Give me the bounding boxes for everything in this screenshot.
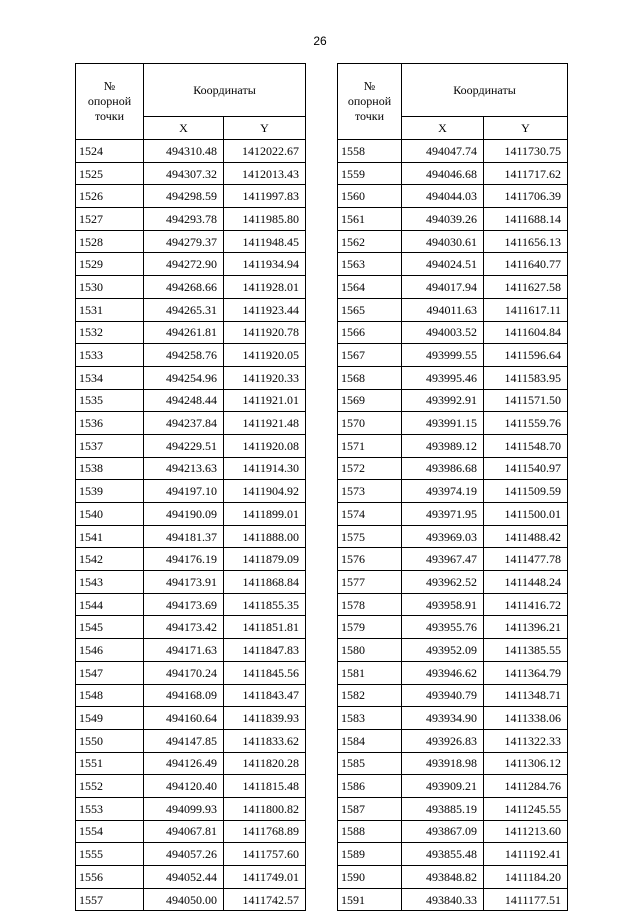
- table-row: [338, 593, 568, 616]
- point-number-cell: 1557: [76, 888, 144, 911]
- table-row: [76, 888, 306, 911]
- x-coordinate-cell: 493991.15: [402, 412, 484, 435]
- y-coordinate-cell: 1411571.50: [484, 389, 568, 412]
- x-coordinate-cell: 493971.95: [402, 503, 484, 526]
- x-coordinate-cell: 493952.09: [402, 639, 484, 662]
- x-coordinate-cell: 494298.59: [144, 185, 224, 208]
- y-coordinate-cell: 1411820.28: [224, 752, 306, 775]
- point-number-cell: 1556: [76, 866, 144, 889]
- point-number-cell: 1562: [338, 230, 402, 253]
- table-row: [76, 820, 306, 843]
- point-number-cell: 1560: [338, 185, 402, 208]
- point-number-cell: 1536: [76, 412, 144, 435]
- x-coordinate-cell: 493946.62: [402, 661, 484, 684]
- point-number-cell: 1569: [338, 389, 402, 412]
- y-coordinate-cell: 1411888.00: [224, 525, 306, 548]
- table-row: [76, 298, 306, 321]
- point-number-cell: 1589: [338, 843, 402, 866]
- table-row: [76, 775, 306, 798]
- point-number-cell: 1559: [338, 162, 402, 185]
- x-coordinate-cell: 494067.81: [144, 820, 224, 843]
- point-number-cell: 1586: [338, 775, 402, 798]
- x-coordinate-cell: 494173.42: [144, 616, 224, 639]
- y-coordinate-cell: 1411845.56: [224, 661, 306, 684]
- point-number-cell: 1576: [338, 548, 402, 571]
- point-number-header-line: №: [363, 79, 376, 93]
- table-row: [338, 548, 568, 571]
- table-row: [338, 480, 568, 503]
- x-coordinate-cell: 493962.52: [402, 571, 484, 594]
- table-row: [338, 866, 568, 889]
- x-coordinate-cell: 494181.37: [144, 525, 224, 548]
- table-row: [76, 230, 306, 253]
- table-row: [338, 616, 568, 639]
- table-row: [338, 888, 568, 911]
- table-row: [76, 797, 306, 820]
- x-coordinate-cell: 493885.19: [402, 797, 484, 820]
- x-coordinate-cell: 494310.48: [144, 140, 224, 163]
- table-row: [338, 639, 568, 662]
- table-row: [338, 797, 568, 820]
- point-number-cell: 1539: [76, 480, 144, 503]
- x-coordinate-cell: 494272.90: [144, 253, 224, 276]
- point-number-cell: 1524: [76, 140, 144, 163]
- x-coordinate-cell: 494258.76: [144, 344, 224, 367]
- point-number-cell: 1555: [76, 843, 144, 866]
- table-row: [76, 208, 306, 231]
- y-coordinate-cell: 1411617.11: [484, 298, 568, 321]
- table-row: [338, 707, 568, 730]
- point-number-cell: 1543: [76, 571, 144, 594]
- y-coordinate-cell: 1411706.39: [484, 185, 568, 208]
- coordinates-table-right: [337, 63, 568, 911]
- point-number-header-line: точки: [354, 109, 385, 123]
- coordinates-header: Координаты: [402, 64, 568, 117]
- y-coordinate-cell: 1411477.78: [484, 548, 568, 571]
- y-coordinate-cell: 1411923.44: [224, 298, 306, 321]
- x-coordinate-cell: 493867.09: [402, 820, 484, 843]
- table-row: [338, 434, 568, 457]
- y-coordinate-cell: 1411396.21: [484, 616, 568, 639]
- x-coordinate-cell: 493840.33: [402, 888, 484, 911]
- x-coordinate-cell: 494160.64: [144, 707, 224, 730]
- coordinates-table-body: [338, 140, 568, 911]
- x-coordinate-cell: 494173.91: [144, 571, 224, 594]
- point-number-cell: 1533: [76, 344, 144, 367]
- y-coordinate-cell: 1411540.97: [484, 457, 568, 480]
- table-row: [338, 661, 568, 684]
- y-coordinate-cell: 1411921.01: [224, 389, 306, 412]
- x-coordinate-cell: 494039.26: [402, 208, 484, 231]
- y-coordinate-cell: 1411948.45: [224, 230, 306, 253]
- point-number-cell: 1584: [338, 729, 402, 752]
- point-number-cell: 1558: [338, 140, 402, 163]
- point-number-cell: 1532: [76, 321, 144, 344]
- table-row: [76, 162, 306, 185]
- x-coordinate-cell: 494173.69: [144, 593, 224, 616]
- table-row: [76, 729, 306, 752]
- y-column-header: Y: [484, 117, 568, 140]
- x-coordinate-cell: 494168.09: [144, 684, 224, 707]
- y-coordinate-cell: 1411364.79: [484, 661, 568, 684]
- x-coordinate-cell: 494248.44: [144, 389, 224, 412]
- table-row: [338, 525, 568, 548]
- x-column-header: X: [402, 117, 484, 140]
- point-number-cell: 1566: [338, 321, 402, 344]
- y-coordinate-cell: 1411500.01: [484, 503, 568, 526]
- y-coordinate-cell: 1411548.70: [484, 434, 568, 457]
- y-coordinate-cell: 1411583.95: [484, 366, 568, 389]
- table-row: [338, 162, 568, 185]
- x-coordinate-cell: 494176.19: [144, 548, 224, 571]
- x-coordinate-cell: 493992.91: [402, 389, 484, 412]
- y-coordinate-cell: 1411322.33: [484, 729, 568, 752]
- point-number-cell: 1564: [338, 276, 402, 299]
- table-row: [338, 253, 568, 276]
- point-number-cell: 1565: [338, 298, 402, 321]
- y-coordinate-cell: 1411815.48: [224, 775, 306, 798]
- point-number-cell: 1588: [338, 820, 402, 843]
- y-coordinate-cell: 1411920.05: [224, 344, 306, 367]
- point-number-cell: 1554: [76, 820, 144, 843]
- point-number-cell: 1583: [338, 707, 402, 730]
- point-number-cell: 1577: [338, 571, 402, 594]
- y-coordinate-cell: 1411920.08: [224, 434, 306, 457]
- table-row: [338, 457, 568, 480]
- x-coordinate-cell: 494170.24: [144, 661, 224, 684]
- y-coordinate-cell: 1411192.41: [484, 843, 568, 866]
- point-number-header: [338, 64, 402, 140]
- y-coordinate-cell: 1411904.92: [224, 480, 306, 503]
- x-coordinate-cell: 493848.82: [402, 866, 484, 889]
- table-row: [76, 548, 306, 571]
- table-row: [76, 684, 306, 707]
- x-coordinate-cell: 494197.10: [144, 480, 224, 503]
- table-row: [338, 366, 568, 389]
- point-number-cell: 1535: [76, 389, 144, 412]
- table-row: [76, 843, 306, 866]
- x-column-header: X: [144, 117, 224, 140]
- table-row: [76, 185, 306, 208]
- table-row: [338, 684, 568, 707]
- table-row: [76, 434, 306, 457]
- y-coordinate-cell: 1411997.83: [224, 185, 306, 208]
- coordinates-table-left: [75, 63, 306, 911]
- point-number-cell: 1570: [338, 412, 402, 435]
- y-coordinate-cell: 1411742.57: [224, 888, 306, 911]
- table-row: [76, 639, 306, 662]
- y-coordinate-cell: 1411509.59: [484, 480, 568, 503]
- point-number-cell: 1534: [76, 366, 144, 389]
- y-coordinate-cell: 1411717.62: [484, 162, 568, 185]
- point-number-cell: 1552: [76, 775, 144, 798]
- y-coordinate-cell: 1411899.01: [224, 503, 306, 526]
- x-coordinate-cell: 494044.03: [402, 185, 484, 208]
- point-number-header-line: точки: [94, 109, 125, 123]
- x-coordinate-cell: 494120.40: [144, 775, 224, 798]
- y-coordinate-cell: 1411768.89: [224, 820, 306, 843]
- point-number-cell: 1574: [338, 503, 402, 526]
- y-coordinate-cell: 1411879.09: [224, 548, 306, 571]
- y-coordinate-cell: 1411284.76: [484, 775, 568, 798]
- x-coordinate-cell: 493940.79: [402, 684, 484, 707]
- y-coordinate-cell: 1411833.62: [224, 729, 306, 752]
- coordinates-table-body: [76, 140, 306, 911]
- table-row: [76, 593, 306, 616]
- x-coordinate-cell: 493855.48: [402, 843, 484, 866]
- x-coordinate-cell: 493974.19: [402, 480, 484, 503]
- table-row: [338, 208, 568, 231]
- table-row: [76, 276, 306, 299]
- x-coordinate-cell: 494268.66: [144, 276, 224, 299]
- table-row: [76, 661, 306, 684]
- y-coordinate-cell: 1411488.42: [484, 525, 568, 548]
- x-coordinate-cell: 494265.31: [144, 298, 224, 321]
- table-row: [76, 253, 306, 276]
- table-row: [76, 752, 306, 775]
- point-number-cell: 1578: [338, 593, 402, 616]
- y-coordinate-cell: 1411928.01: [224, 276, 306, 299]
- x-coordinate-cell: 493986.68: [402, 457, 484, 480]
- y-coordinate-cell: 1411559.76: [484, 412, 568, 435]
- point-number-cell: 1541: [76, 525, 144, 548]
- point-number-cell: 1538: [76, 457, 144, 480]
- y-coordinate-cell: 1411688.14: [484, 208, 568, 231]
- y-coordinate-cell: 1411596.64: [484, 344, 568, 367]
- y-coordinate-cell: 1411338.06: [484, 707, 568, 730]
- y-coordinate-cell: 1411448.24: [484, 571, 568, 594]
- y-coordinate-cell: 1411348.71: [484, 684, 568, 707]
- x-coordinate-cell: 493958.91: [402, 593, 484, 616]
- point-number-cell: 1563: [338, 253, 402, 276]
- y-coordinate-cell: 1411177.51: [484, 888, 568, 911]
- point-number-cell: 1540: [76, 503, 144, 526]
- y-coordinate-cell: 1411749.01: [224, 866, 306, 889]
- x-coordinate-cell: 493995.46: [402, 366, 484, 389]
- x-coordinate-cell: 493934.90: [402, 707, 484, 730]
- table-row: [76, 457, 306, 480]
- point-number-cell: 1548: [76, 684, 144, 707]
- x-coordinate-cell: 493926.83: [402, 729, 484, 752]
- coordinates-header: Координаты: [144, 64, 306, 117]
- x-coordinate-cell: 493955.76: [402, 616, 484, 639]
- table-row: [338, 820, 568, 843]
- y-coordinate-cell: 1411184.20: [484, 866, 568, 889]
- y-coordinate-cell: 1411306.12: [484, 752, 568, 775]
- table-row: [76, 321, 306, 344]
- x-coordinate-cell: 494261.81: [144, 321, 224, 344]
- table-row: [338, 276, 568, 299]
- y-coordinate-cell: 1411213.60: [484, 820, 568, 843]
- x-coordinate-cell: 494293.78: [144, 208, 224, 231]
- x-coordinate-cell: 494279.37: [144, 230, 224, 253]
- point-number-cell: 1580: [338, 639, 402, 662]
- point-number-cell: 1581: [338, 661, 402, 684]
- table-row: [76, 140, 306, 163]
- point-number-cell: 1526: [76, 185, 144, 208]
- point-number-cell: 1587: [338, 797, 402, 820]
- y-coordinate-cell: 1411920.33: [224, 366, 306, 389]
- y-coordinate-cell: 1411245.55: [484, 797, 568, 820]
- x-coordinate-cell: 494003.52: [402, 321, 484, 344]
- y-coordinate-cell: 1411839.93: [224, 707, 306, 730]
- point-number-cell: 1525: [76, 162, 144, 185]
- point-number-cell: 1528: [76, 230, 144, 253]
- x-coordinate-cell: 494213.63: [144, 457, 224, 480]
- point-number-cell: 1537: [76, 434, 144, 457]
- table-row: [76, 503, 306, 526]
- x-coordinate-cell: 494237.84: [144, 412, 224, 435]
- table-row: [76, 707, 306, 730]
- point-number-cell: 1568: [338, 366, 402, 389]
- y-column-header: Y: [224, 117, 306, 140]
- table-row: [338, 503, 568, 526]
- x-coordinate-cell: 494229.51: [144, 434, 224, 457]
- point-number-cell: 1567: [338, 344, 402, 367]
- table-row: [338, 775, 568, 798]
- y-coordinate-cell: 1411855.35: [224, 593, 306, 616]
- point-number-cell: 1590: [338, 866, 402, 889]
- x-coordinate-cell: 493999.55: [402, 344, 484, 367]
- x-coordinate-cell: 494050.00: [144, 888, 224, 911]
- x-coordinate-cell: 494017.94: [402, 276, 484, 299]
- table-row: [338, 298, 568, 321]
- y-coordinate-cell: 1411851.81: [224, 616, 306, 639]
- x-coordinate-cell: 493969.03: [402, 525, 484, 548]
- x-coordinate-cell: 493967.47: [402, 548, 484, 571]
- table-row: [76, 366, 306, 389]
- table-row: [76, 412, 306, 435]
- table-row: [76, 344, 306, 367]
- table-row: [76, 389, 306, 412]
- table-row: [338, 321, 568, 344]
- point-number-header-line: опорной: [87, 94, 132, 108]
- x-coordinate-cell: 494171.63: [144, 639, 224, 662]
- point-number-cell: 1585: [338, 752, 402, 775]
- point-number-cell: 1542: [76, 548, 144, 571]
- x-coordinate-cell: 494046.68: [402, 162, 484, 185]
- point-number-cell: 1550: [76, 729, 144, 752]
- x-coordinate-cell: 494047.74: [402, 140, 484, 163]
- table-row: [338, 571, 568, 594]
- table-row: [76, 525, 306, 548]
- y-coordinate-cell: 1411640.77: [484, 253, 568, 276]
- y-coordinate-cell: 1411627.58: [484, 276, 568, 299]
- point-number-header-line: опорной: [347, 94, 392, 108]
- y-coordinate-cell: 1411843.47: [224, 684, 306, 707]
- x-coordinate-cell: 494190.09: [144, 503, 224, 526]
- y-coordinate-cell: 1411730.75: [484, 140, 568, 163]
- x-coordinate-cell: 493989.12: [402, 434, 484, 457]
- point-number-cell: 1544: [76, 593, 144, 616]
- table-row: [76, 571, 306, 594]
- y-coordinate-cell: 1411914.30: [224, 457, 306, 480]
- x-coordinate-cell: 494126.49: [144, 752, 224, 775]
- table-row: [338, 752, 568, 775]
- y-coordinate-cell: 1411604.84: [484, 321, 568, 344]
- x-coordinate-cell: 494024.51: [402, 253, 484, 276]
- point-number-header-line: №: [103, 79, 116, 93]
- point-number-header: [76, 64, 144, 140]
- x-coordinate-cell: 494011.63: [402, 298, 484, 321]
- point-number-cell: 1551: [76, 752, 144, 775]
- table-row: [338, 230, 568, 253]
- x-coordinate-cell: 494147.85: [144, 729, 224, 752]
- y-coordinate-cell: 1412022.67: [224, 140, 306, 163]
- y-coordinate-cell: 1411757.60: [224, 843, 306, 866]
- point-number-cell: 1553: [76, 797, 144, 820]
- y-coordinate-cell: 1411800.82: [224, 797, 306, 820]
- x-coordinate-cell: 494057.26: [144, 843, 224, 866]
- y-coordinate-cell: 1411385.55: [484, 639, 568, 662]
- point-number-cell: 1549: [76, 707, 144, 730]
- y-coordinate-cell: 1411921.48: [224, 412, 306, 435]
- point-number-cell: 1530: [76, 276, 144, 299]
- y-coordinate-cell: 1411920.78: [224, 321, 306, 344]
- y-coordinate-cell: 1411416.72: [484, 593, 568, 616]
- point-number-cell: 1527: [76, 208, 144, 231]
- y-coordinate-cell: 1411868.84: [224, 571, 306, 594]
- point-number-cell: 1579: [338, 616, 402, 639]
- table-row: [76, 480, 306, 503]
- point-number-cell: 1573: [338, 480, 402, 503]
- x-coordinate-cell: 494307.32: [144, 162, 224, 185]
- table-row: [338, 729, 568, 752]
- x-coordinate-cell: 494254.96: [144, 366, 224, 389]
- x-coordinate-cell: 494099.93: [144, 797, 224, 820]
- y-coordinate-cell: 1411656.13: [484, 230, 568, 253]
- y-coordinate-cell: 1412013.43: [224, 162, 306, 185]
- y-coordinate-cell: 1411847.83: [224, 639, 306, 662]
- x-coordinate-cell: 494030.61: [402, 230, 484, 253]
- table-row: [338, 185, 568, 208]
- table-row: [338, 389, 568, 412]
- table-row: [338, 843, 568, 866]
- point-number-cell: 1531: [76, 298, 144, 321]
- y-coordinate-cell: 1411985.80: [224, 208, 306, 231]
- x-coordinate-cell: 494052.44: [144, 866, 224, 889]
- point-number-cell: 1547: [76, 661, 144, 684]
- point-number-cell: 1582: [338, 684, 402, 707]
- point-number-cell: 1571: [338, 434, 402, 457]
- point-number-cell: 1545: [76, 616, 144, 639]
- y-coordinate-cell: 1411934.94: [224, 253, 306, 276]
- x-coordinate-cell: 493918.98: [402, 752, 484, 775]
- point-number-cell: 1546: [76, 639, 144, 662]
- table-row: [338, 140, 568, 163]
- table-row: [338, 344, 568, 367]
- point-number-cell: 1529: [76, 253, 144, 276]
- point-number-cell: 1572: [338, 457, 402, 480]
- point-number-cell: 1575: [338, 525, 402, 548]
- x-coordinate-cell: 493909.21: [402, 775, 484, 798]
- table-row: [76, 616, 306, 639]
- page-number: 26: [313, 34, 327, 48]
- point-number-cell: 1591: [338, 888, 402, 911]
- point-number-cell: 1561: [338, 208, 402, 231]
- table-row: [338, 412, 568, 435]
- table-row: [76, 866, 306, 889]
